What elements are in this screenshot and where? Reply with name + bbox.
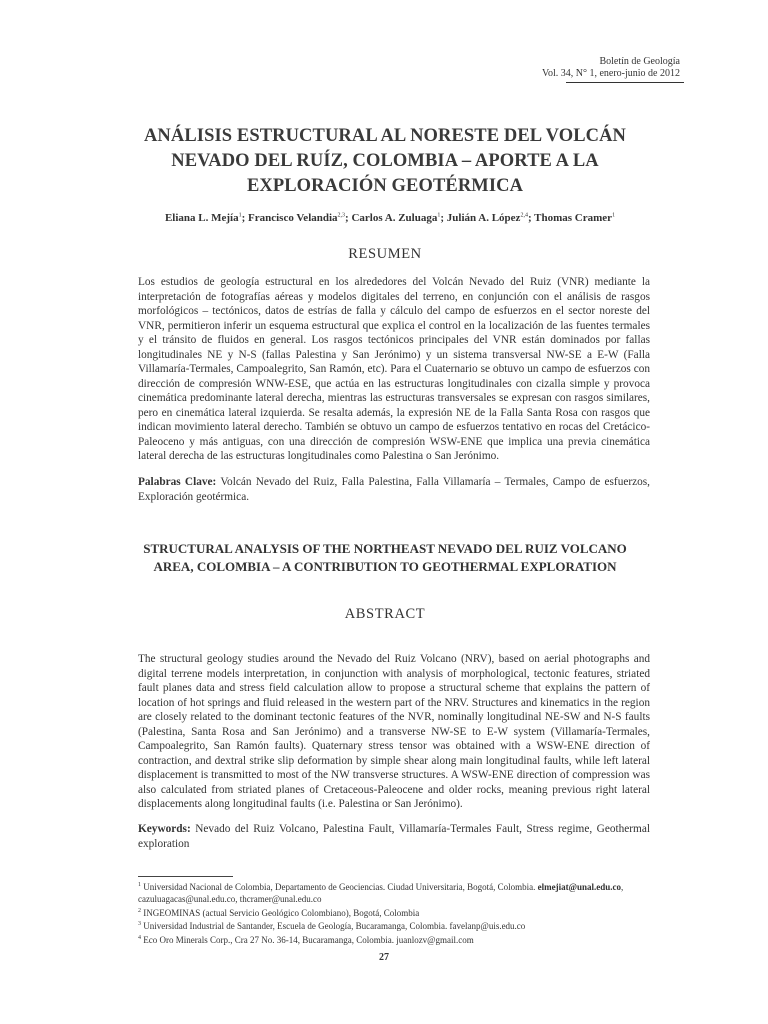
abstract-text: The structural geology studies around the Nevado del Ruiz Volcano (NRV), based on aerial photographs and digital terrene models interpretation, in conjunction with analysis of morphological, tectonic features, striated fault planes data and stress field calculation allow to propose a structural scheme that explains the pattern of location of hot springs and fluid released in the western part of the NRV. Structures and kinematics in the region are closely related to the dominant tectonic features of the NVR, nominally longitudinal NE-SW and N-S faults (Palestina, Santa Rosa and San Jerónimo) and a transverse NW-SE to E-W system (Villamaría-Termales, Campoalegrito, San Ramón faults). Quaternary stress tensor was obtained with a WSW-ENE direction of contraction, and dextral strike slip deformation by simple shear along main longitudinal faults, while left lateral displacement is transmitted to most of the NW transverse structures. A WSW-ENE direction of compression was also calculated from striated planes of Cretaceous-Paleocene and older rocks, meaning previous right lateral displacements along longitudinal faults (i.e. Palestina or San Jerónimo). — [138, 653, 650, 810]
footnote-3: $^3$ Universidad Industrial de Santander, Escuela de Geología, Bucaramanga, Colombia. favelanp@uis.edu.co — [138, 921, 526, 932]
resumen-heading: RESUMEN — [348, 246, 422, 262]
resumen-keywords — [138, 475, 650, 504]
author-affiliation: 1 — [238, 212, 242, 219]
author: Francisco Velandia — [248, 212, 338, 224]
paper-title: ANÁLISIS ESTRUCTURAL AL NORESTE DEL VOLCÁN NEVADO DEL RUÍZ, COLOMBIA – APORTE A LA EXPLORACIÓN GEOTÉRMICA — [143, 126, 627, 196]
author: Eliana L. Mejía — [164, 212, 239, 224]
footnote-4: $^4$ Eco Oro Minerals Corp., Cra 27 No. 36-14, Bucaramanga, Colombia. juanlozv@gmail.com — [138, 935, 474, 946]
author-separator: ; — [241, 212, 248, 224]
author: Thomas Cramer — [534, 212, 613, 224]
footnote-email[interactable]: elmejiat@unal.edu.co — [537, 882, 622, 892]
keywords-text: Volcán Nevado del Ruiz, Falla Palestina, Falla Villamaría – Termales, Campo de esfuerzos, Exploración geotérmica. — [138, 476, 651, 503]
header-rule — [566, 82, 684, 83]
footnote-2: $^2$ INGEOMINAS (actual Servicio Geológico Colombiano), Bogotá, Colombia — [138, 907, 420, 918]
author-separator: ; — [345, 212, 352, 224]
author: Julián A. López — [446, 212, 521, 224]
journal-name: Boletín de Geología — [599, 56, 680, 67]
page-number: 27 — [379, 952, 389, 963]
abstract-keywords — [138, 822, 650, 851]
author-affiliation: 2,4 — [520, 212, 528, 219]
keywords-label: Palabras Clave: — [138, 476, 217, 488]
author: Carlos A. Zuluaga — [351, 212, 438, 224]
footnote-1: $^1$ Universidad Nacional de Colombia, Departamento de Geociencias. Ciudad Universitaria, Bogotá, Colombia. elmejiat@unal.edu.co, cazuluagacas@unal.edu.co, thcramer@unal.edu.co — [138, 882, 624, 904]
author-affiliation: 1 — [437, 212, 441, 219]
journal-header — [542, 56, 680, 80]
author-affiliation: 2,3 — [337, 212, 346, 219]
footnote-rule — [138, 876, 233, 877]
abstract-heading: ABSTRACT — [344, 606, 426, 622]
keywords-text: Nevado del Ruiz Volcano, Palestina Fault, Villamaría-Termales Fault, Stress regime, Geothermal exploration — [138, 823, 651, 850]
keywords-label: Keywords: — [138, 823, 191, 835]
author-list — [120, 212, 660, 224]
author-affiliation: 1 — [612, 212, 616, 219]
author-separator: ; — [440, 212, 447, 224]
resumen-text: Los estudios de geología estructural en los alrededores del Volcán Nevado del Ruiz (VNR) mediante la interpretación de fotografías aéreas y modelos digitales del terreno, en conjunción con el análisis de rasgos morfológicos – tectónicos, datos de estrías de falla y cálculo del campo de esfuerzos en el sector noreste del VNR, permitieron inferir un esquema estructural que explica el control en la localización de las fuentes termales y el tránsito de fluidos en general. Los rasgos tectónicos principales del VNR están dominados por fallas longitudinales NE y N-S (fallas Palestina y San Jerónimo) y un sistema transversal NW-SE a E-W (Falla Villamaría-Termales, Campoalegrito, San Ramón, etc). Para el Cuaternario se obtuvo un campo de esfuerzos con dirección de compresión WNW-ESE, que actúa en las estructuras longitudinales con cizalla simple y provoca cinemática predominante lateral derecha, mientras las estructuras transversales se expresan con rasgos similares, pero en cinemática lateral izquierda. Se resalta además, la expresión NE de la Falla Santa Rosa con rasgos que indican movimiento lateral derecho. También se obtuvo un campo de esfuerzos tentativo en rocas del Cretácico-Paleoceno y más antiguas, con una dirección de compresión WSW-ENE que implica una previa cinemática lateral derecha de las estructuras longitudinales como Palestina o San Jerónimo. — [138, 276, 650, 462]
journal-issue: Vol. 34, N° 1, enero-junio de 2012 — [542, 68, 680, 79]
english-title: STRUCTURAL ANALYSIS OF THE NORTHEAST NEVADO DEL RUIZ VOLCANO AREA, COLOMBIA – A CONTRIBUTION TO GEOTHERMAL EXPLORATION — [143, 541, 627, 574]
footnotes — [138, 880, 650, 947]
author-separator: ; — [527, 212, 535, 224]
